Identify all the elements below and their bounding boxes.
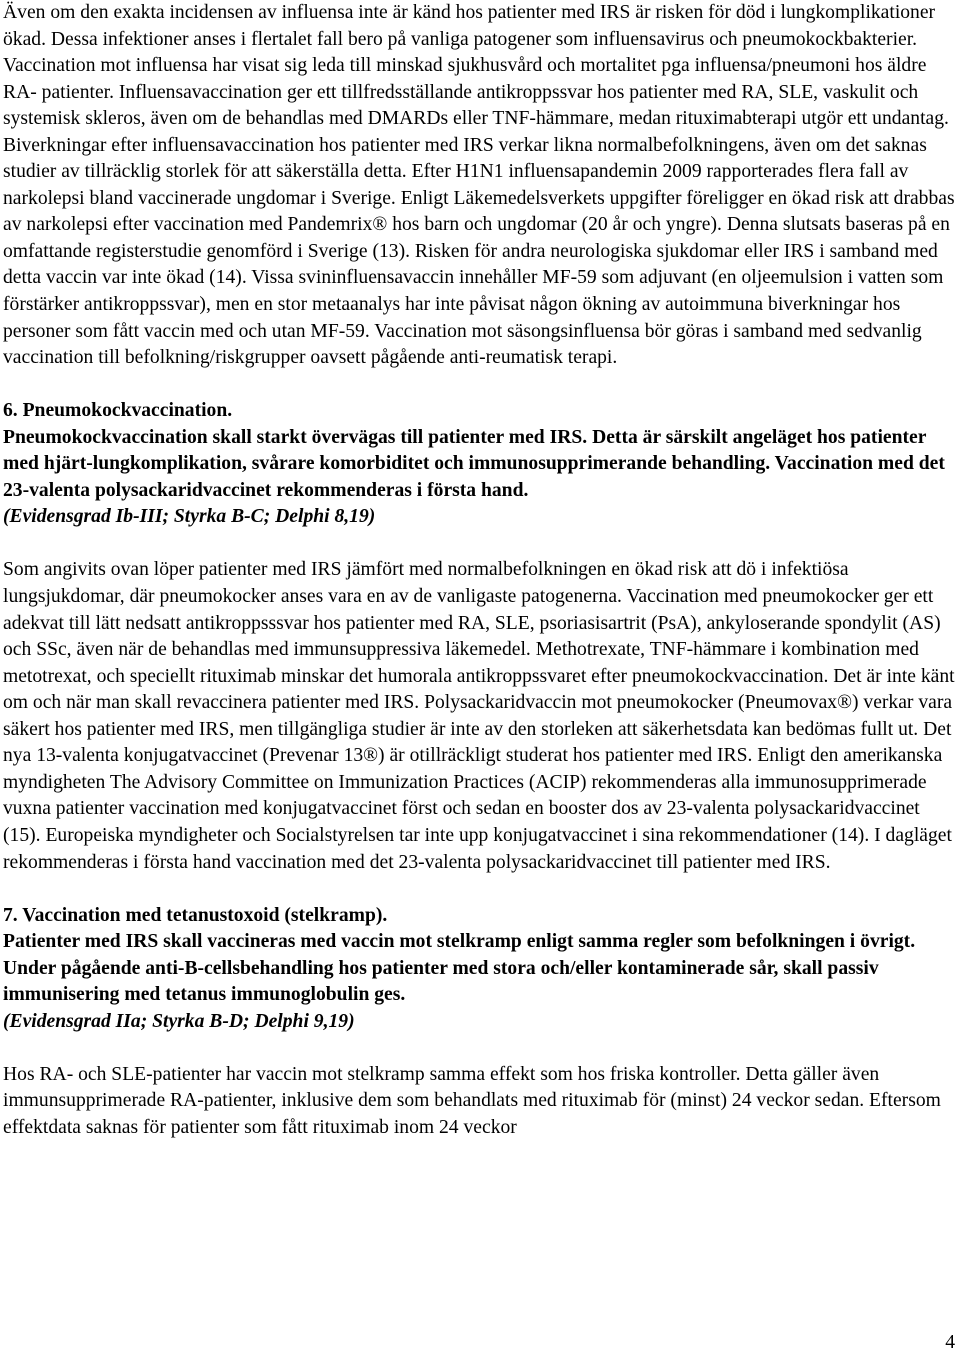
document-content [3,0,957,1142]
paragraph-gap [3,1035,957,1062]
section-7-evidence-grade: (Evidensgrad IIa; Styrka B-D; Delphi 9,19) [3,1010,355,1032]
section-7-body: Hos RA- och SLE-patienter har vaccin mot stelkramp samma effekt som hos friska kontroller. Detta gäller även immunsupprimerade RA-patienter, inklusive dem som behandlats med rituximab för (minst) 24 veckor sedan. Eftersom effektdata saknas för patienter som fått rituximab inom 24 veckor [3,1063,941,1138]
section-7-recommendation: Patienter med IRS skall vaccineras med vaccin mot stelkramp enligt samma regler som befolkningen i övrigt. Under pågående anti-B-cellsbehandling hos patienter med stora och/eller kontaminerade sår, skall passiv immunisering med tetanus immunoglobulin ges. [3,931,916,1006]
intro-paragraph: Även om den exakta incidensen av influensa inte är känd hos patienter med IRS är risken för död i lungkomplikationer ökad. Dessa infektioner anses i flertalet fall bero på vanliga patogener som influensavirus och pneumokockbakterier. Vaccination mot influensa har visat sig leda till minskad sjukhusvård och mortalitet pga influensa/pneumoni hos äldre RA- patienter. Influensavaccination ger ett tillfredsställande antikroppssvar hos patienter med RA, SLE, vaskulit och systemisk skleros, även om de behandlas med DMARDs eller TNF-hämmare, medan rituximabterapi utgör ett undantag. Biverkningar efter influensavaccination hos patienter med IRS verkar likna normalbefolkningens, även om det saknas studier av tillräcklig storlek för att säkerställa detta. Efter H1N1 influensapandemin 2009 rapporterades flera fall av narkolepsi bland vaccinerade ungdomar i Sverige. Enligt Läkemedelsverkets uppgifter föreligger en ökad risk att drabbas av narkolepsi efter vaccination med Pandemrix® hos barn och ungdomar (20 år och yngre). Denna slutsats baseras på en omfattande registerstudie genomförd i Sverige (13). Risken för andra neurologiska sjukdomar eller IRS i samband med detta vaccin var inte ökad (14). Vissa svininfluensavaccin innehåller MF-59 som adjuvant (en oljeemulsion i vatten som förstärker antikroppssvar), men en stor metaanalys har inte påvisat någon ökning av autoimmuna biverkningar hos personer som fått vaccin med och utan MF-59. Vaccination mot säsongsinfluensa bör göras i samband med sedvanlig vaccination till befolkning/riskgrupper oavsett pågående anti-reumatisk terapi. [3,2,955,369]
paragraph-gap [3,531,957,558]
section-6-recommendation: Pneumokockvaccination skall starkt övervägas till patienter med IRS. Detta är särskilt angeläget hos patienter med hjärt-lungkomplikation, svårare komorbiditet och immunosupprimerande behandling. Vaccination med det 23-valenta polysackaridvaccinet rekommenderas i första hand. [3,426,945,501]
section-6-heading: 6. Pneumokockvaccination. [3,400,233,422]
section-6-evidence-grade: (Evidensgrad Ib-III; Styrka B-C; Delphi 8,19) [3,506,376,528]
section-6-body: Som angivits ovan löper patienter med IRS jämfört med normalbefolkningen en ökad risk att dö i infektiösa lungsjukdomar, där pneumokocker anses vara en av de vanligaste patogenerna. Vaccination med pneumokocker ger ett adekvat till lätt nedsatt antikroppsssvar hos patienter med RA, SLE, psoriasisartrit (PsA), ankyloserande spondylit (AS) och SSc, även när de behandlas med immunsuppressiva läkemedel. Methotrexate, TNF-hämmare i kombination med metotrexat, och speciellt rituximab minskar det humorala antikroppssvaret efter pneumokockvaccination. Det är inte känt om och när man skall revaccinera patienter med IRS. Polysackaridvaccin mot pneumokocker (Pneumovax®) verkar vara säkert hos patienter med IRS, men tillgängliga studier är inte av den storleken att säkerhetsdata kan bedömas fullt ut. Det nya 13-valenta konjugatvaccinet (Prevenar 13®) är otillräckligt studerat hos patienter med IRS. Enligt den amerikanska myndigheten The Advisory Committee on Immunization Practices (ACIP) rekommenderas alla immunosupprimerade vuxna patienter vaccination med konjugatvaccinet först och sedan en booster dos av 23-valenta polysackaridvaccinet (15). Europeiska myndigheter och Socialstyrelsen tar inte upp konjugatvaccinet i sina rekommendationer (14). I dagläget rekommenderas i första hand vaccination med det 23-valenta polysackaridvaccinet till patienter med IRS. [3,559,955,873]
paragraph-gap [3,876,957,903]
section-7-heading: 7. Vaccination med tetanustoxoid (stelkramp). [3,904,388,926]
page-number: 4 [945,1332,955,1353]
paragraph-gap [3,372,957,399]
